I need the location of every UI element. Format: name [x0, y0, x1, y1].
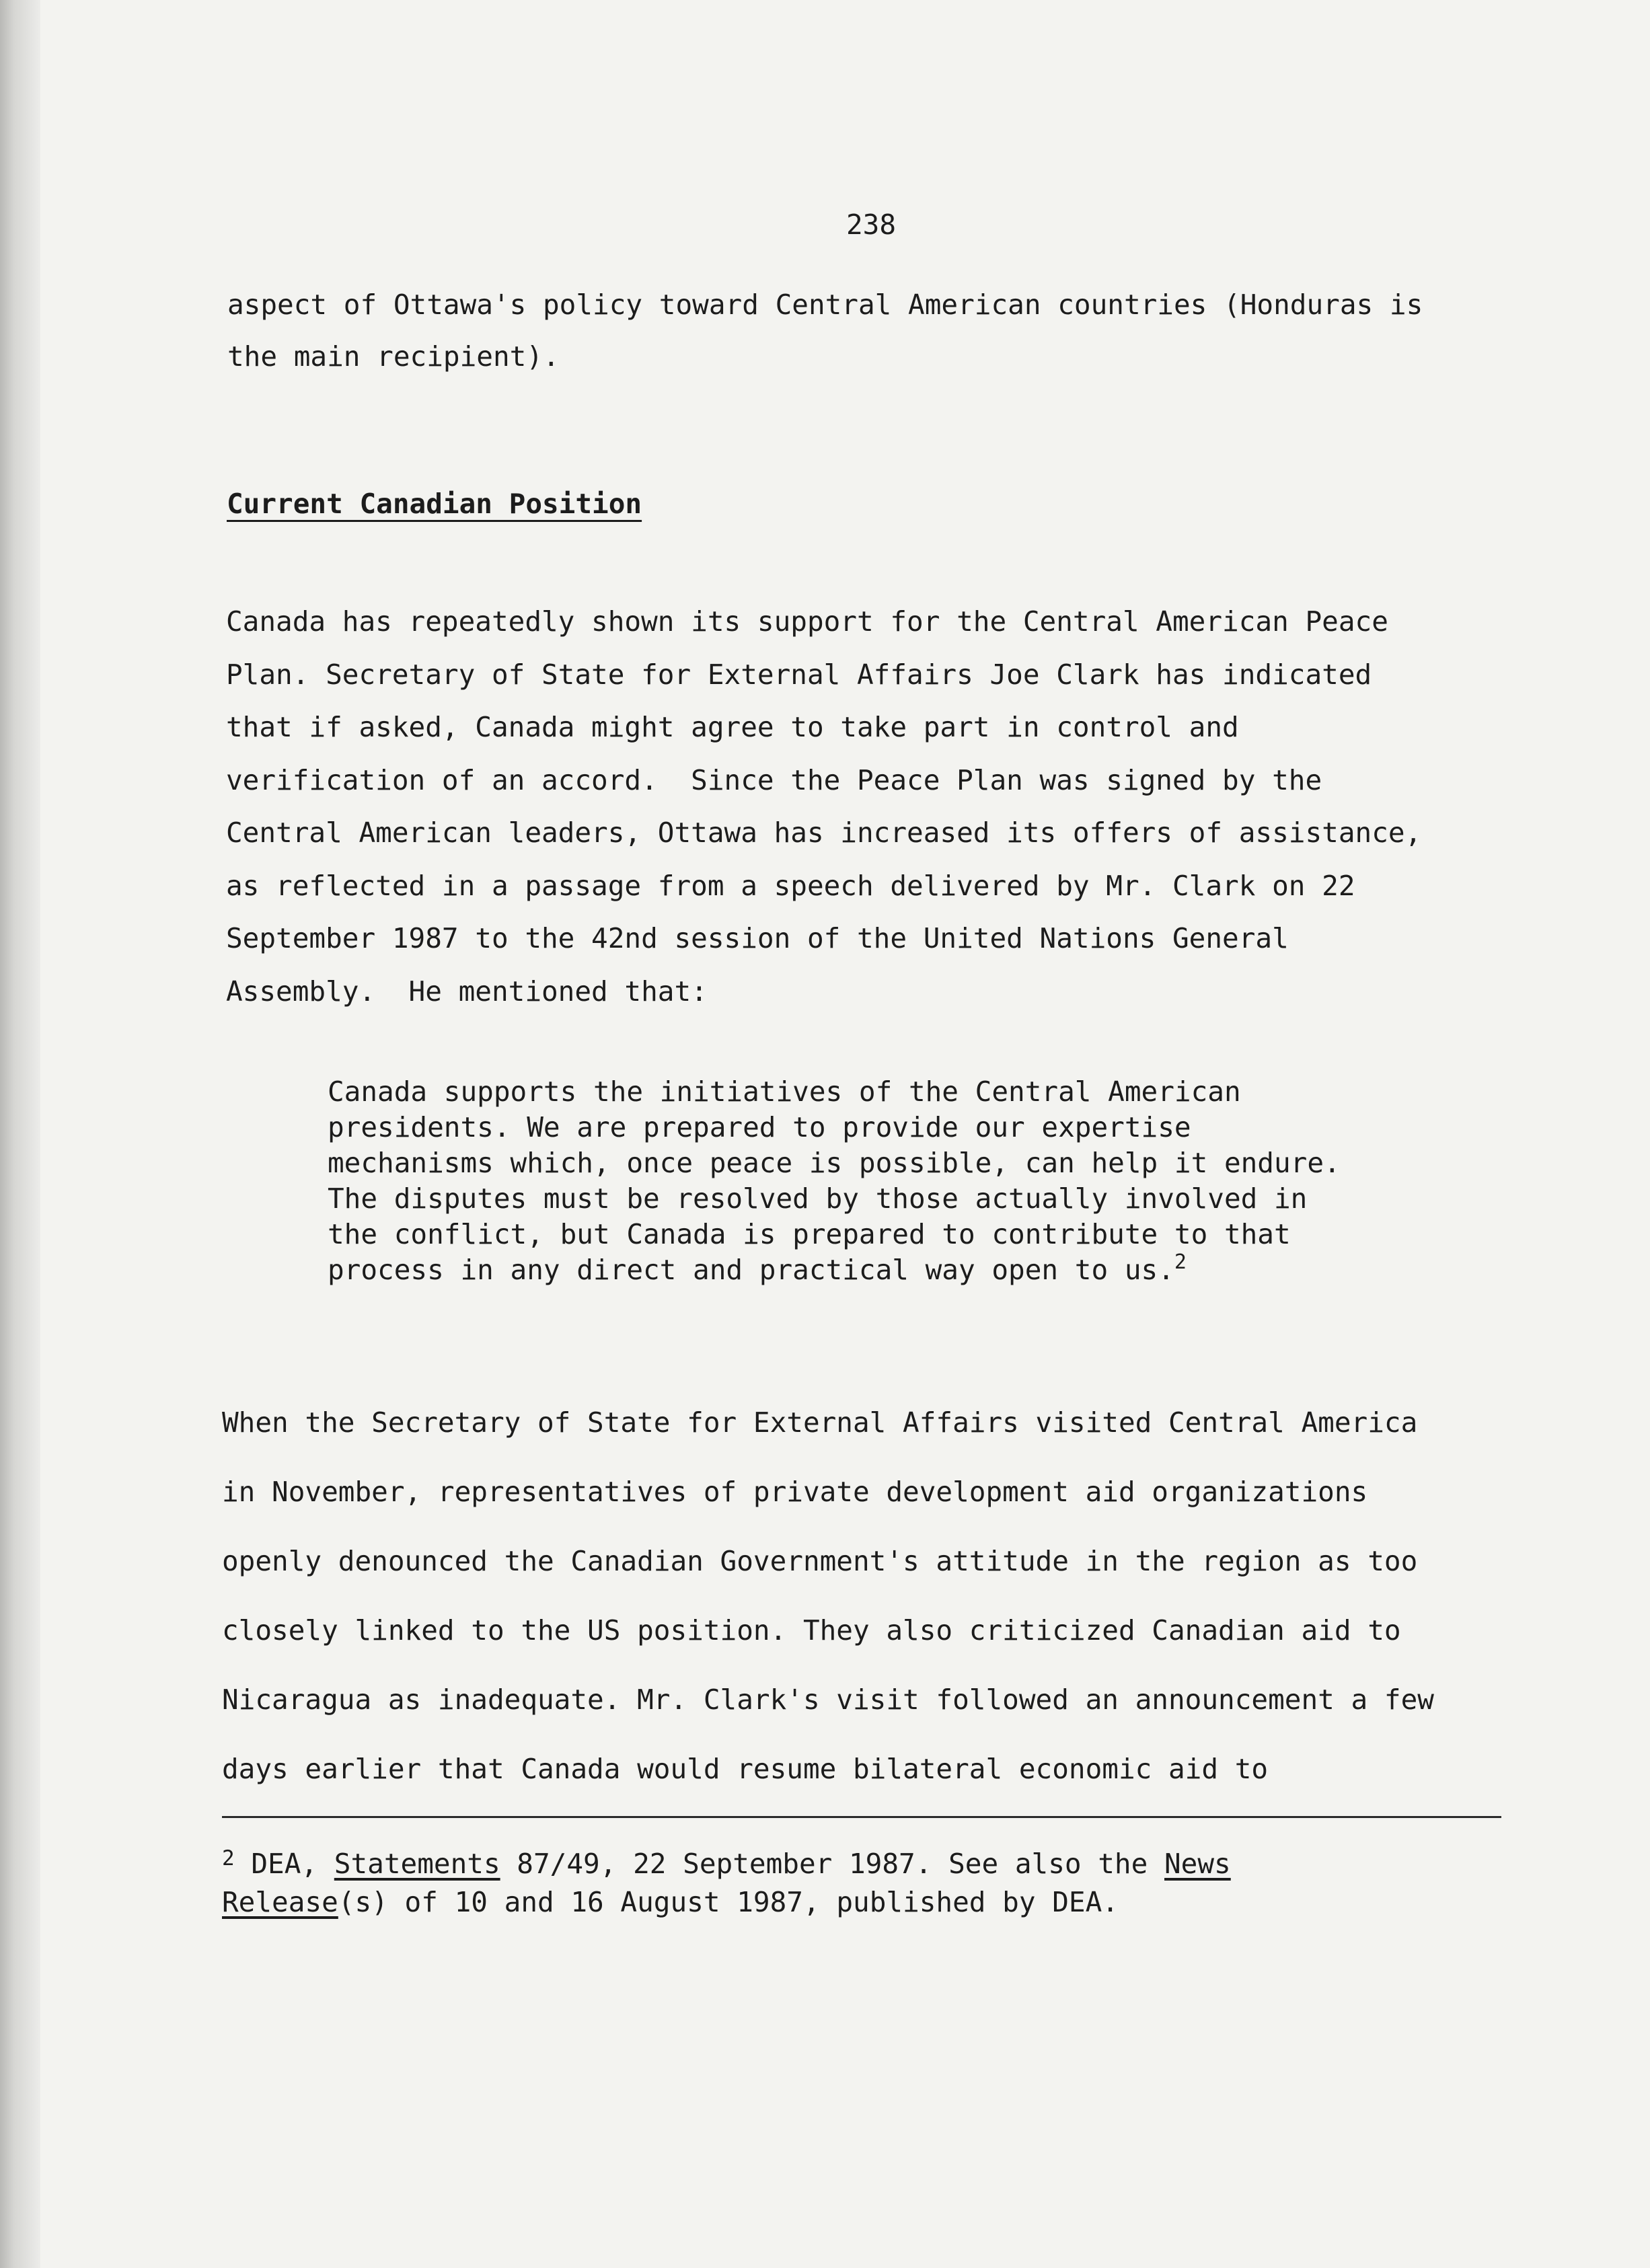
quote-line: Canada supports the initiatives of the Central American — [328, 1075, 1241, 1108]
section-paragraph — [226, 595, 1421, 1018]
quote-line — [328, 1252, 1341, 1291]
footnote-reference: 2 — [1174, 1250, 1187, 1274]
footnote-text: (s) of 10 and 16 August 1987, published by DEA. — [338, 1886, 1119, 1918]
text-line: Plan. Secretary of State for External Affairs Joe Clark has indicated — [226, 658, 1372, 691]
footnote-line — [222, 1885, 1231, 1920]
text-line: Assembly. He mentioned that: — [226, 975, 708, 1008]
footnote-text: 87/49, 22 September 1987. See also the — [500, 1848, 1164, 1880]
text-line: September 1987 to the 42nd session of the United Nations General — [226, 922, 1289, 954]
text-line: aspect of Ottawa's policy toward Central American countries (Honduras is — [227, 289, 1423, 321]
after-quote-paragraph — [222, 1388, 1434, 1804]
footnote-publication-title: News — [1164, 1848, 1231, 1880]
quote-line: presidents. We are prepared to provide our expertise — [328, 1111, 1191, 1143]
text-line: verification of an accord. Since the Peace Plan was signed by the — [226, 763, 1322, 796]
text-line: Nicaragua as inadequate. Mr. Clark's visit followed an announcement a few — [222, 1684, 1434, 1716]
footnote-publication-title: Release — [222, 1886, 338, 1918]
footnote-text: DEA, — [234, 1848, 334, 1880]
page-number: 238 — [846, 209, 897, 241]
footnote-number: 2 — [222, 1846, 235, 1870]
text-line: closely linked to the US position. They also criticized Canadian aid to — [222, 1614, 1401, 1647]
text-line: Central American leaders, Ottawa has increased its offers of assistance, — [226, 817, 1422, 849]
footnote-publication-title: Statements — [334, 1848, 500, 1880]
text-line: the main recipient). — [227, 340, 560, 373]
section-heading: Current Canadian Position — [227, 488, 642, 520]
text-line: When the Secretary of State for External Affairs visited Central America — [222, 1406, 1418, 1439]
footnote — [222, 1846, 1231, 1920]
footnote-separator — [222, 1816, 1501, 1818]
text-line: that if asked, Canada might agree to take part in control and — [226, 711, 1239, 743]
text-line: in November, representatives of private development aid organizations — [222, 1476, 1368, 1508]
quote-line-text: process in any direct and practical way open to us. — [328, 1254, 1174, 1286]
quote-line: The disputes must be resolved by those actually involved in — [328, 1182, 1308, 1215]
quote-line: the conflict, but Canada is prepared to contribute to that — [328, 1218, 1291, 1250]
text-line: days earlier that Canada would resume bilateral economic aid to — [222, 1753, 1269, 1785]
text-line: as reflected in a passage from a speech delivered by Mr. Clark on 22 — [226, 869, 1355, 902]
text-line: Canada has repeatedly shown its support for the Central American Peace — [226, 605, 1388, 638]
text-line: openly denounced the Canadian Government's attitude in the region as too — [222, 1545, 1418, 1577]
intro-paragraph — [227, 279, 1423, 383]
block-quote — [328, 1074, 1341, 1291]
page-spine-shadow — [0, 0, 40, 2268]
footnote-line — [222, 1846, 1231, 1885]
quote-line: mechanisms which, once peace is possible, can help it endure. — [328, 1147, 1341, 1179]
